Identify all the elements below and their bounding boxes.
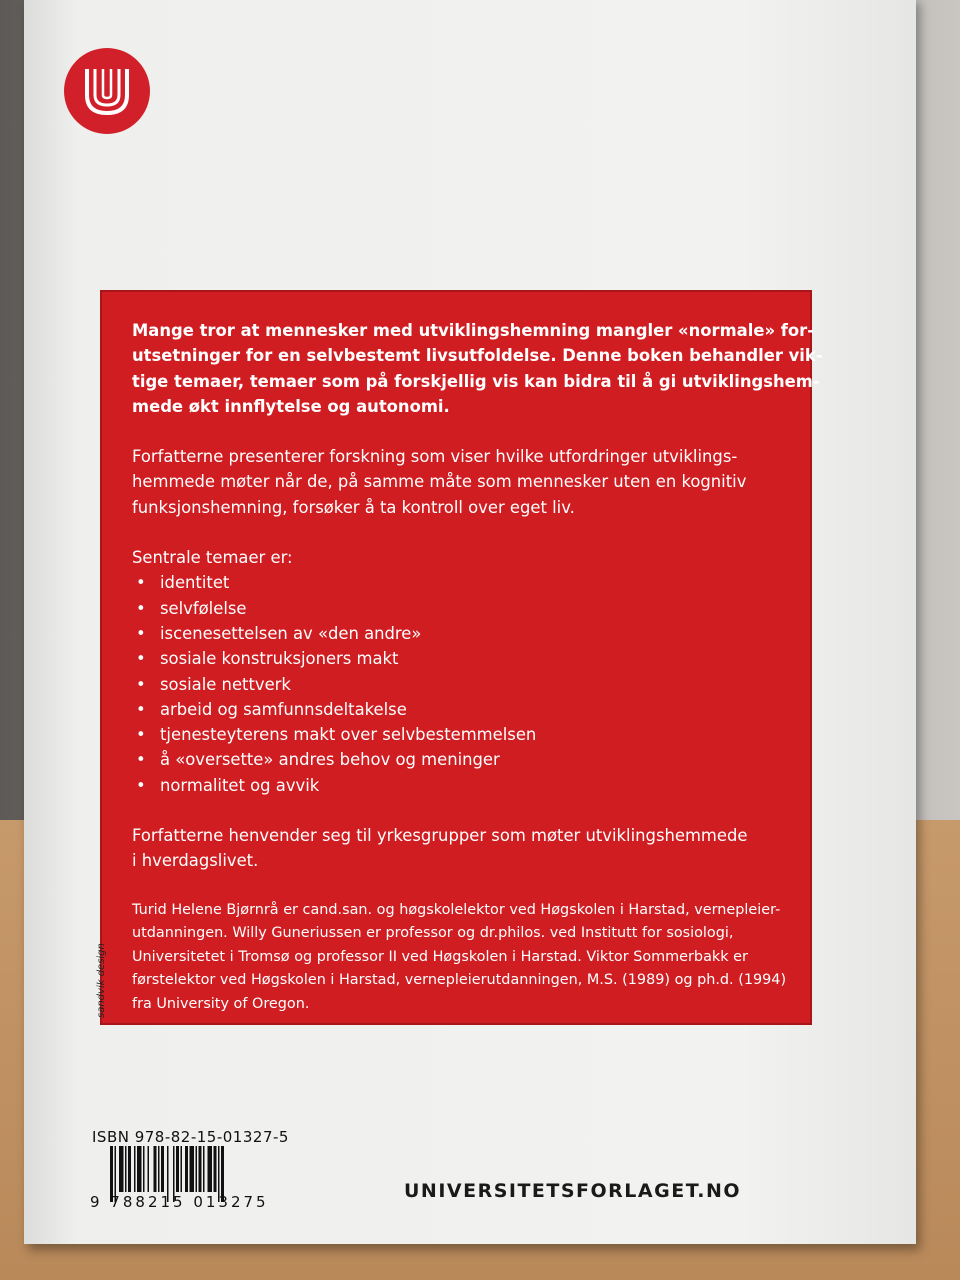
- list-item: • sosiale konstruksjoners makt: [132, 646, 780, 671]
- barcode-bar: [158, 1146, 160, 1192]
- text-line: hemmede møter når de, på samme måte som mennesker uten en kognitiv: [132, 472, 747, 492]
- publisher-url: UNIVERSITETSFORLAGET.NO: [404, 1180, 742, 1202]
- text-line: i hverdagslivet.: [132, 851, 259, 871]
- list-item: • å «oversette» andres behov og meninger: [132, 747, 780, 772]
- text-line: mede økt innflytelse og autonomi.: [132, 396, 450, 416]
- barcode-bar: [196, 1146, 198, 1192]
- barcode-bar: [125, 1146, 127, 1192]
- barcode-bar: [185, 1146, 188, 1192]
- barcode-bar: [154, 1146, 157, 1192]
- text-line: funksjonshemning, forsøker å ta kontroll over eget liv.: [132, 497, 575, 517]
- designer-credit: sandvik design: [96, 943, 107, 1018]
- u-logo-icon: [77, 61, 137, 121]
- barcode-bar: [203, 1146, 205, 1192]
- publisher-logo: [64, 48, 150, 134]
- themes-heading: Sentrale temaer er:: [132, 548, 293, 568]
- barcode-bar: [190, 1146, 195, 1192]
- barcode-bar: [199, 1146, 202, 1192]
- audience-paragraph: [132, 823, 780, 874]
- list-item: • normalitet og avvik: [132, 773, 780, 798]
- text-line: Mange tror at mennesker med utviklingshemning mangler «normale» for-: [132, 321, 815, 340]
- list-item: • arbeid og samfunnsdeltakelse: [132, 697, 780, 722]
- text-line: utdanningen. Willy Guneriussen er professor og dr.philos. ved Institutt for sosiologi,: [132, 925, 734, 942]
- barcode-bar: [181, 1146, 183, 1192]
- text-line: utsetninger for en selvbestemt livsutfoldelse. Denne boken behandler vik-: [132, 346, 823, 366]
- list-item: • sosiale nettverk: [132, 672, 780, 697]
- list-item: • selvfølelse: [132, 596, 780, 621]
- barcode-bar: [148, 1146, 150, 1192]
- research-paragraph: [132, 444, 780, 520]
- barcode-bar: [137, 1146, 142, 1192]
- barcode-bar: [176, 1146, 179, 1192]
- text-line: fra University of Oregon.: [132, 995, 310, 1012]
- barcode-bar: [161, 1146, 164, 1192]
- author-bios: [132, 899, 787, 1017]
- list-item: • tjenesteyterens makt over selvbestemmelsen: [132, 722, 780, 747]
- isbn-label: ISBN 978-82-15-01327-5: [92, 1128, 289, 1146]
- text-line: Turid Helene Bjørnrå er cand.san. og høgskolelektor ved Høgskolen i Harstad, vernepleier-: [132, 901, 781, 918]
- intro-paragraph: [132, 318, 823, 419]
- blurb-panel: [100, 290, 823, 1025]
- text-line: Forfatterne presenterer forskning som viser hvilke utfordringer utviklings-: [132, 447, 738, 467]
- themes-list: [132, 570, 780, 798]
- barcode-bar: [119, 1146, 124, 1192]
- text-line: Universitetet i Tromsø og professor II ved Høgskolen i Harstad. Viktor Sommerbakk er: [132, 948, 748, 965]
- barcode-bar: [143, 1146, 145, 1192]
- barcode-bar: [128, 1146, 131, 1192]
- barcode-bar: [134, 1146, 136, 1192]
- list-item: • iscenesettelsen av «den andre»: [132, 621, 780, 646]
- text-line: Forfatterne henvender seg til yrkesgrupper som møter utviklingshemmede: [132, 826, 748, 846]
- barcode-digits: 9 788215 013275: [90, 1193, 269, 1211]
- barcode-bar: [208, 1146, 213, 1192]
- list-item: • identitet: [132, 570, 780, 595]
- text-line: førstelektor ved Høgskolen i Harstad, vernepleierutdanningen, M.S. (1989) og ph.d. (1994): [132, 972, 787, 989]
- barcode-bar: [214, 1146, 217, 1192]
- text-line: tige temaer, temaer som på forskjellig vis kan bidra til å gi utviklingshem-: [132, 371, 820, 391]
